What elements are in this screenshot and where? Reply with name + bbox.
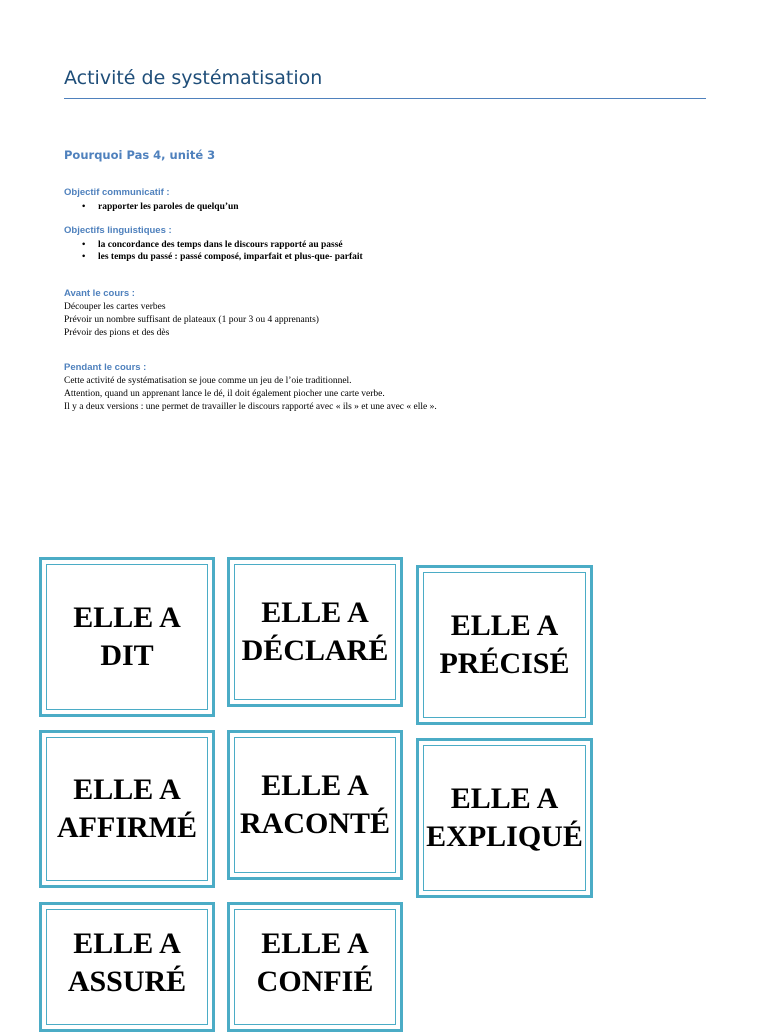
text-line: Découper les cartes verbes [64,302,166,312]
verb-card [39,902,215,1032]
card-verb: DIT [100,639,154,672]
card-verb: PRÉCISÉ [439,647,570,680]
verb-card [416,565,593,725]
page-title: Activité de systématisation [64,67,323,89]
card-line: ELLE A [73,927,181,960]
list-item: • la concordance des temps dans le discours rapporté au passé [80,240,363,252]
verb-card [39,557,215,717]
objectifs-linguistiques-list [80,240,363,263]
subtitle: Pourquoi Pas 4, unité 3 [64,148,216,162]
verb-card [227,557,403,707]
card-verb: RACONTÉ [239,807,390,840]
objectif-communicatif-label: Objectif communicatif : [64,187,170,198]
card-verb: CONFIÉ [256,965,374,998]
objectifs-linguistiques-label: Objectifs linguistiques : [64,225,172,236]
card-line: ELLE A [73,773,181,806]
card-line: ELLE A [261,769,369,802]
objectif-communicatif-list [80,202,239,214]
text-line: Attention, quand un apprenant lance le dé, il doit également piocher une carte verbe. [64,389,385,399]
text-line: Prévoir des pions et des dès [64,328,170,338]
verb-card [227,730,403,880]
card-line: ELLE A [261,927,369,960]
verb-card [227,902,403,1032]
verb-card [39,730,215,888]
title-rule [64,98,706,99]
card-verb: ASSURÉ [67,965,187,998]
card-line: ELLE A [450,609,559,642]
text-line: Prévoir un nombre suffisant de plateaux (1 pour 3 ou 4 apprenants) [64,315,319,325]
card-line: ELLE A [73,601,181,634]
avant-label: Avant le cours : [64,288,135,299]
card-verb: EXPLIQUÉ [426,820,583,853]
card-line: ELLE A [450,782,559,815]
list-item: • les temps du passé : passé composé, imparfait et plus-que- parfait [80,252,363,264]
text-line: Il y a deux versions : une permet de travailler le discours rapporté avec « ils » et une avec « elle ». [64,402,437,412]
card-verb: DÉCLARÉ [241,634,389,667]
text-line: Cette activité de systématisation se joue comme un jeu de l’oie traditionnel. [64,376,352,386]
pendant-lines [64,375,437,414]
card-verb: AFFIRMÉ [57,811,197,844]
avant-lines [64,301,319,340]
pendant-label: Pendant le cours : [64,362,147,373]
list-item: • rapporter les paroles de quelqu’un [80,202,239,214]
card-line: ELLE A [261,596,369,629]
verb-card [416,738,593,898]
